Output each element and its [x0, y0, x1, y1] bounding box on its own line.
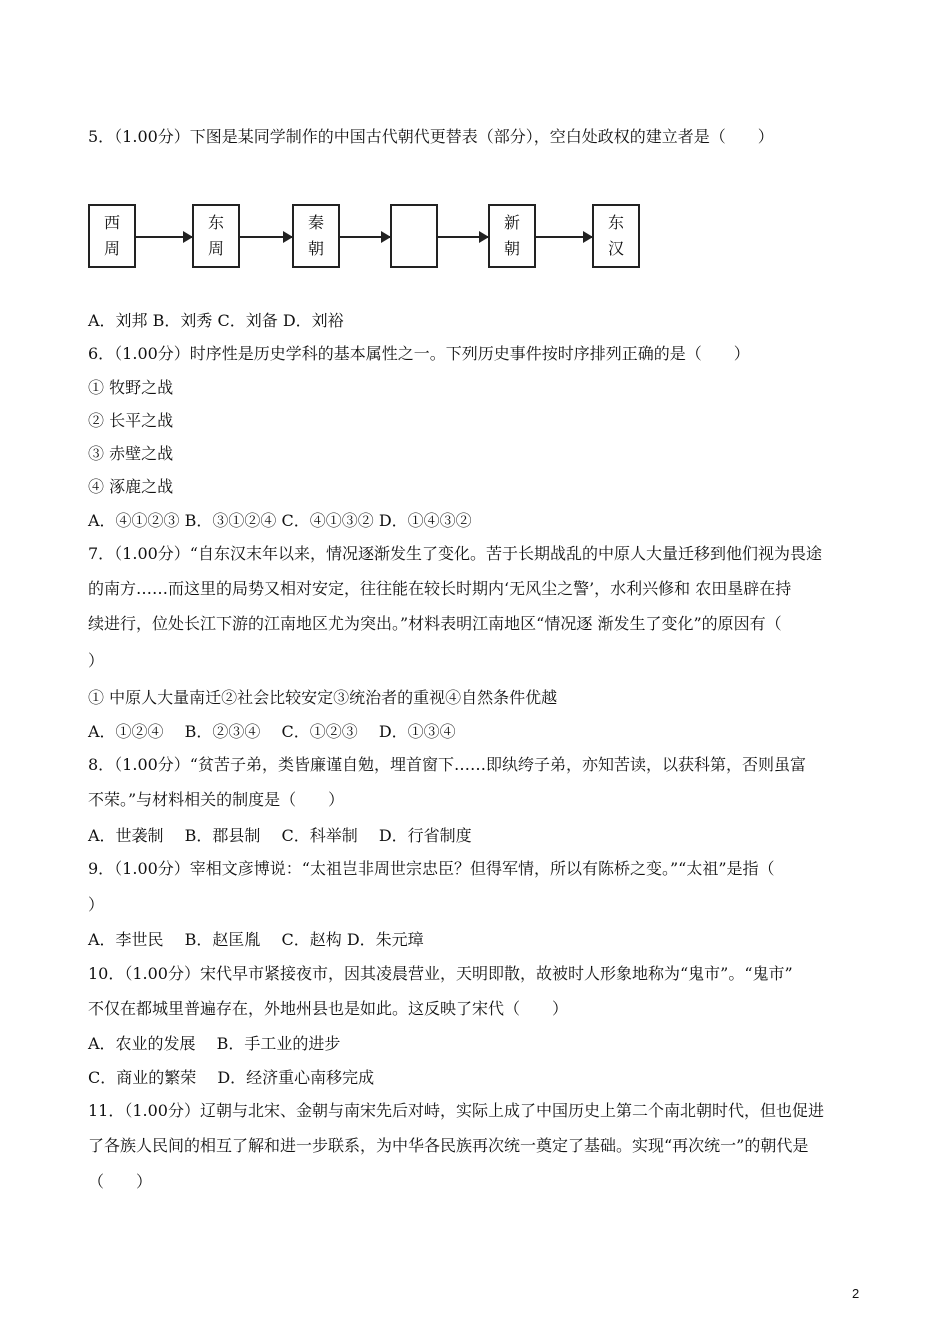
q11-line: 11．（1.00分）辽朝与北宋、金朝与南宋先后对峙，实际上成了中国历史上第二个南北朝时代，但也促进	[88, 1101, 824, 1120]
dynasty-flow-diagram	[88, 200, 648, 274]
q6-options: A．④①②③ B．③①②④ C．④①③② D．①④③②	[88, 511, 472, 530]
box-char: 汉	[607, 239, 624, 258]
dynasty-box-western-zhou	[88, 204, 136, 268]
box-char: 朝	[307, 239, 324, 258]
q6-item: ③ 赤壁之战	[88, 444, 174, 463]
q7-line: 7．（1.00分）“自东汉末年以来，情况逐渐发生了变化。苦于长期战乱的中原人大量迁移到他们视为畏途	[88, 544, 822, 563]
dynasty-box-blank	[390, 204, 438, 268]
arrow-icon	[438, 236, 488, 238]
arrow-icon	[536, 236, 592, 238]
box-char: 新	[503, 213, 520, 232]
dynasty-box-eastern-zhou	[192, 204, 240, 268]
box-char: 东	[207, 213, 224, 232]
q8-options: A．世袭制 B．郡县制 C．科举制 D．行省制度	[88, 826, 472, 845]
q9-line: 9．（1.00分）宰相文彦博说：“太祖岂非周世宗忠臣？但得军情，所以有陈桥之变。”“太祖”是指（	[88, 859, 775, 878]
dynasty-box-eastern-han	[592, 204, 640, 268]
dynasty-box-qin	[292, 204, 340, 268]
q5-stem: 5．（1.00分）下图是某同学制作的中国古代朝代更替表（部分），空白处政权的建立者是（ ）	[88, 127, 774, 146]
q6-item: ① 牧野之战	[88, 378, 174, 397]
q9-line: ）	[88, 895, 105, 914]
box-char: 东	[607, 213, 624, 232]
q9-options: A．李世民 B．赵匡胤 C．赵构 D．朱元璋	[88, 930, 424, 949]
page-number: 2	[852, 1286, 860, 1301]
q6-stem: 6．（1.00分）时序性是历史学科的基本属性之一。下列历史事件按时序排列正确的是（ ）	[88, 344, 750, 363]
q8-line: 不荣。”与材料相关的制度是（ ）	[88, 790, 345, 809]
arrow-icon	[240, 236, 292, 238]
q7-line: 续进行，位处长江下游的江南地区尤为突出。”材料表明江南地区“情况逐 渐发生了变化”的原因有（	[88, 614, 782, 633]
box-char: 周	[207, 239, 224, 258]
q7-options: A．①②④ B．②③④ C．①②③ D．①③④	[88, 722, 456, 741]
q6-item: ④ 涿鹿之战	[88, 477, 174, 496]
arrow-icon	[136, 236, 192, 238]
box-char: 西	[103, 213, 120, 232]
q10-line: 10．（1.00分）宋代早市紧接夜市，因其凌晨营业，天明即散，故被时人形象地称为“鬼市”。“鬼市”	[88, 964, 793, 983]
box-char: 朝	[503, 239, 520, 258]
q11-line: （ ）	[88, 1172, 153, 1191]
box-char: 秦	[307, 213, 324, 232]
q7-line: 的南方……而这里的局势又相对安定，往往能在较长时期内‘无风尘之警’，水利兴修和 农田垦辟在持	[88, 579, 792, 598]
q10-options: C．商业的繁荣 D．经济重心南移完成	[88, 1068, 375, 1087]
box-char: 周	[103, 239, 120, 258]
arrow-icon	[340, 236, 390, 238]
q7-items: ① 中原人大量南迁②社会比较安定③统治者的重视④自然条件优越	[88, 688, 558, 707]
q5-options: A．刘邦 B．刘秀 C．刘备 D．刘裕	[88, 311, 344, 330]
q8-line: 8．（1.00分）“贫苦子弟，类皆廉谨自勉，埋首窗下……即纨绔子弟，亦知苦读，以获科第，否则虽富	[88, 755, 806, 774]
q10-options: A．农业的发展 B．手工业的进步	[88, 1034, 341, 1053]
q6-item: ② 长平之战	[88, 411, 174, 430]
dynasty-box-xin	[488, 204, 536, 268]
q7-line: ）	[88, 651, 105, 670]
q10-line: 不仅在都城里普遍存在，外地州县也是如此。这反映了宋代（ ）	[88, 999, 569, 1018]
q11-line: 了各族人民间的相互了解和进一步联系，为中华各民族再次统一奠定了基础。实现“再次统一”的朝代是	[88, 1136, 809, 1155]
